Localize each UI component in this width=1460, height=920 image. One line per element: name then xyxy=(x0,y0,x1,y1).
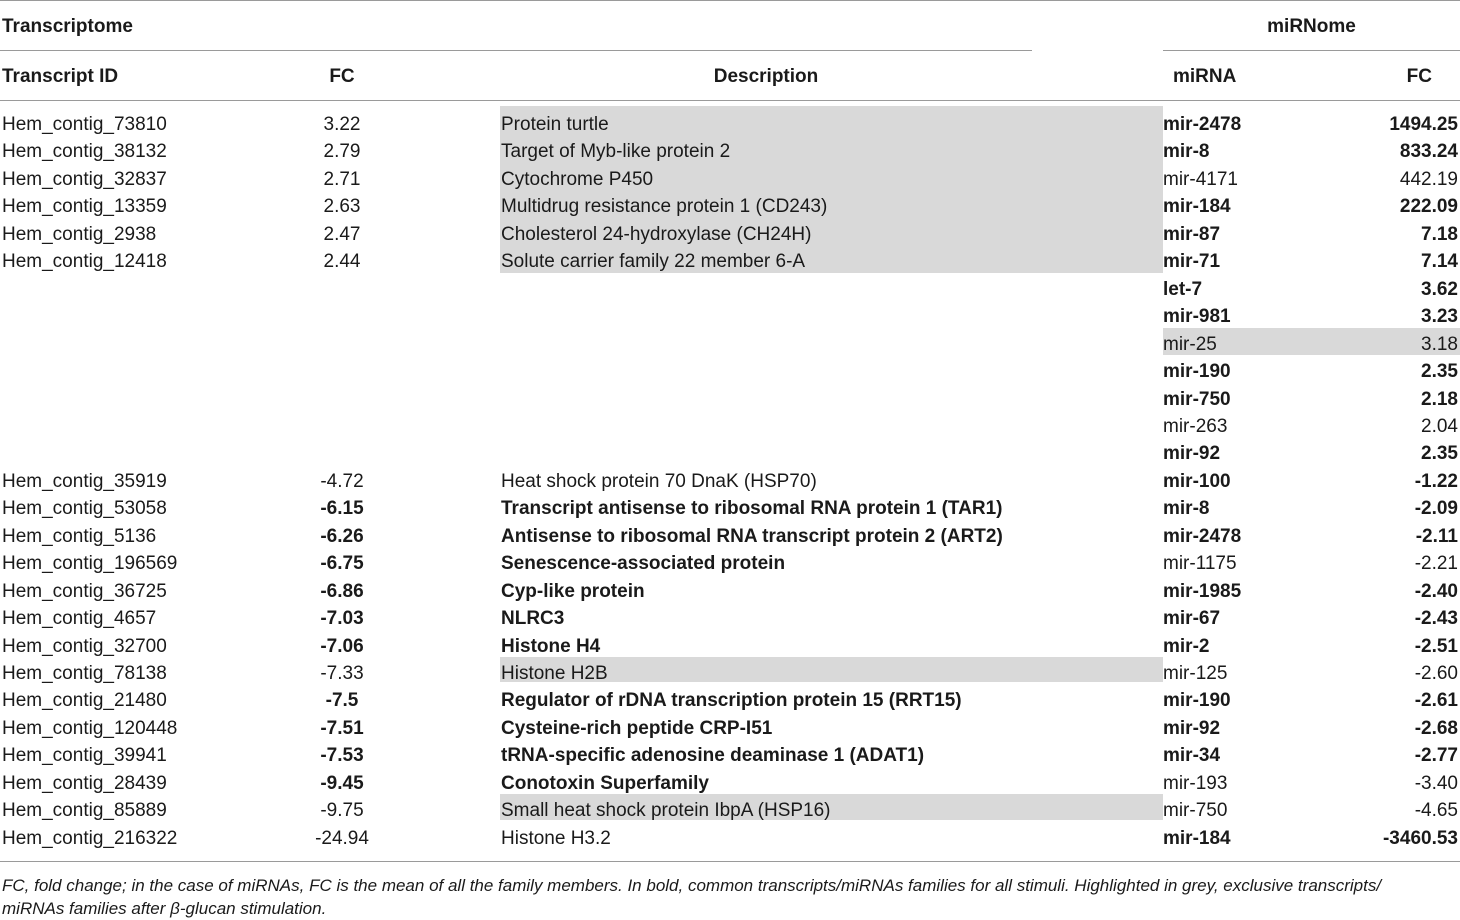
transcript-id-cell: Hem_contig_216322 xyxy=(2,827,178,849)
description-cell: Cholesterol 24-hydroxylase (CH24H) xyxy=(501,223,812,245)
top-rule xyxy=(0,0,1460,1)
mirna-fc-cell: 3.23 xyxy=(1421,306,1458,328)
mirna-fc-cell: -2.21 xyxy=(1414,553,1458,575)
mirna-cell: let-7 xyxy=(1163,278,1203,300)
mirna-fc-cell: -2.43 xyxy=(1414,608,1458,630)
description-cell: Histone H3.2 xyxy=(501,827,611,849)
transcript-id-cell: Hem_contig_85889 xyxy=(2,800,167,822)
transcript-id-cell: Hem_contig_39941 xyxy=(2,745,167,767)
mirna-fc-cell: -2.09 xyxy=(1414,498,1458,520)
mirna-fc-cell: 3.62 xyxy=(1421,278,1458,300)
mirna-fc-cell: 7.18 xyxy=(1421,223,1458,245)
transcript-fc-cell: -7.5 xyxy=(325,690,359,712)
mirnome-header: miRNome xyxy=(1267,16,1356,37)
transcript-id-cell: Hem_contig_12418 xyxy=(2,251,167,273)
description-cell: Target of Myb-like protein 2 xyxy=(501,141,731,163)
col-header-fc-transcript: FC xyxy=(329,66,355,87)
description-cell: Protein turtle xyxy=(501,114,609,135)
description-cell: Heat shock protein 70 DnaK (HSP70) xyxy=(501,470,817,492)
mirna-cell: mir-1175 xyxy=(1163,553,1237,575)
transcript-fc-cell: 3.22 xyxy=(323,114,361,135)
header-bottom-rule xyxy=(0,100,1460,101)
transcript-fc-cell: -7.53 xyxy=(320,745,364,767)
transcript-fc-cell: -6.86 xyxy=(320,580,364,602)
mirna-cell: mir-71 xyxy=(1163,251,1221,273)
mirna-fc-cell: 3.18 xyxy=(1421,333,1458,355)
mirna-cell: mir-184 xyxy=(1163,196,1231,218)
transcript-id-cell: Hem_contig_28439 xyxy=(2,772,167,794)
mirna-fc-cell: -2.11 xyxy=(1415,525,1458,547)
transcript-id-cell: Hem_contig_53058 xyxy=(2,498,167,520)
description-cell: Senescence-associated protein xyxy=(501,553,786,575)
mirna-fc-cell: 833.24 xyxy=(1399,141,1458,163)
transcript-id-cell: Hem_contig_73810 xyxy=(2,114,167,135)
mirna-fc-cell: -1.22 xyxy=(1414,470,1458,492)
transcript-id-cell: Hem_contig_35919 xyxy=(2,470,167,492)
transcript-fc-cell: 2.47 xyxy=(323,223,361,245)
mirna-fc-cell: 2.35 xyxy=(1421,443,1458,465)
footnote-line-1: FC, fold change; in the case of miRNAs, FC is the mean of all the family members. In bold, common transcripts/miRNAs families for all stimuli. Highlighted in grey, exclusive transcripts/ xyxy=(2,876,1382,895)
mirna-cell: mir-34 xyxy=(1163,745,1221,767)
description-cell: Multidrug resistance protein 1 (CD243) xyxy=(501,196,828,218)
transcript-id-cell: Hem_contig_120448 xyxy=(2,717,178,739)
transcript-id-cell: Hem_contig_38132 xyxy=(2,141,167,163)
transcript-id-cell: Hem_contig_21480 xyxy=(2,690,167,712)
mirna-cell: mir-87 xyxy=(1163,223,1221,245)
description-cell: Regulator of rDNA transcription protein 15 (RRT15) xyxy=(501,690,962,712)
transcript-fc-cell: 2.79 xyxy=(323,141,361,163)
mirna-fc-cell: 2.04 xyxy=(1421,415,1458,437)
mirna-fc-cell: 2.35 xyxy=(1421,361,1458,383)
mirna-cell: mir-2478 xyxy=(1163,525,1242,547)
mirna-cell: mir-2 xyxy=(1163,635,1210,657)
transcript-id-cell: Hem_contig_32837 xyxy=(2,168,167,190)
mirna-cell: mir-263 xyxy=(1163,415,1228,437)
transcript-id-cell: Hem_contig_5136 xyxy=(2,525,157,547)
transcript-id-cell: Hem_contig_32700 xyxy=(2,635,167,657)
description-cell: Histone H2B xyxy=(501,663,608,684)
transcript-fc-cell: 2.71 xyxy=(323,168,361,190)
transcript-id-cell: Hem_contig_4657 xyxy=(2,608,157,630)
transcript-id-cell: Hem_contig_36725 xyxy=(2,580,167,602)
transcriptome-group-rule xyxy=(0,50,1032,51)
mirna-fc-cell: 222.09 xyxy=(1399,196,1458,218)
description-cell: Cyp-like protein xyxy=(501,580,645,602)
mirna-cell: mir-750 xyxy=(1163,388,1231,410)
transcript-fc-cell: -24.94 xyxy=(315,827,369,849)
mirna-fc-cell: -4.65 xyxy=(1414,800,1458,822)
mirna-cell: mir-4171 xyxy=(1163,168,1238,190)
transcript-id-cell: Hem_contig_2938 xyxy=(2,223,157,245)
mirnome-group-rule xyxy=(1163,50,1460,51)
mirna-cell: mir-193 xyxy=(1163,772,1228,794)
col-header-fc-mirna: FC xyxy=(1406,66,1432,87)
description-cell: NLRC3 xyxy=(501,608,565,630)
transcriptome-header: Transcriptome xyxy=(2,16,133,37)
description-cell: Cysteine-rich peptide CRP-I51 xyxy=(501,717,773,739)
description-cell: Antisense to ribosomal RNA transcript protein 2 (ART2) xyxy=(501,525,1003,547)
description-cell: Histone H4 xyxy=(501,635,601,657)
transcript-fc-cell: -7.33 xyxy=(320,663,364,684)
mirna-fc-cell: -2.40 xyxy=(1414,580,1458,602)
mirna-fc-cell: -2.60 xyxy=(1414,663,1458,684)
mirna-fc-cell: -2.77 xyxy=(1414,745,1458,767)
transcript-fc-cell: -4.72 xyxy=(320,470,364,492)
transcript-fc-cell: -7.51 xyxy=(320,717,364,739)
description-cell: tRNA-specific adenosine deaminase 1 (ADAT1) xyxy=(501,745,925,767)
transcript-fc-cell: -7.03 xyxy=(320,608,364,630)
table-bottom-rule xyxy=(0,861,1460,862)
transcript-fc-cell: 2.63 xyxy=(323,196,361,218)
col-header-mirna: miRNA xyxy=(1173,66,1237,87)
mirna-cell: mir-981 xyxy=(1163,306,1231,328)
mirna-fc-cell: -3.40 xyxy=(1414,772,1458,794)
mirna-fc-cell: 1494.25 xyxy=(1389,114,1458,135)
mirna-cell: mir-190 xyxy=(1163,690,1231,712)
mirna-cell: mir-2478 xyxy=(1163,114,1242,135)
description-cell: Solute carrier family 22 member 6-A xyxy=(501,251,806,273)
mirna-cell: mir-25 xyxy=(1163,333,1217,355)
description-cell: Transcript antisense to ribosomal RNA protein 1 (TAR1) xyxy=(501,498,1003,520)
mirna-cell: mir-100 xyxy=(1163,470,1231,492)
transcript-fc-cell: -9.75 xyxy=(320,800,364,822)
transcript-id-cell: Hem_contig_196569 xyxy=(2,553,178,575)
mirna-fc-cell: 442.19 xyxy=(1399,168,1458,190)
mirna-cell: mir-8 xyxy=(1163,498,1210,520)
col-header-transcript-id: Transcript ID xyxy=(2,66,119,87)
mirna-fc-cell: -2.51 xyxy=(1414,635,1458,657)
mirna-cell: mir-92 xyxy=(1163,443,1221,465)
mirna-fc-cell: 2.18 xyxy=(1421,388,1458,410)
transcript-id-cell: Hem_contig_78138 xyxy=(2,663,167,684)
mirna-cell: mir-8 xyxy=(1163,141,1210,163)
transcript-fc-cell: -6.26 xyxy=(320,525,364,547)
description-cell: Small heat shock protein IbpA (HSP16) xyxy=(501,800,831,822)
mirna-cell: mir-1985 xyxy=(1163,580,1242,602)
mirna-fc-cell: -3460.53 xyxy=(1382,827,1458,849)
transcript-fc-cell: -7.06 xyxy=(320,635,364,657)
transcript-fc-cell: 2.44 xyxy=(323,251,361,273)
mirna-cell: mir-125 xyxy=(1163,663,1228,684)
transcript-fc-cell: -6.75 xyxy=(320,553,364,575)
mirna-fc-cell: -2.68 xyxy=(1414,717,1458,739)
transcript-fc-cell: -6.15 xyxy=(320,498,364,520)
transcript-id-cell: Hem_contig_13359 xyxy=(2,196,167,218)
mirna-fc-cell: 7.14 xyxy=(1421,251,1458,273)
mirna-cell: mir-92 xyxy=(1163,717,1221,739)
mirna-fc-cell: -2.61 xyxy=(1414,690,1458,712)
footnote-line-2: miRNAs families after β-glucan stimulation. xyxy=(2,899,327,918)
mirna-cell: mir-184 xyxy=(1163,827,1231,849)
col-header-description: Description xyxy=(713,66,819,87)
description-cell: Cytochrome P450 xyxy=(501,168,654,190)
mirna-cell: mir-67 xyxy=(1163,608,1221,630)
transcript-fc-cell: -9.45 xyxy=(320,772,364,794)
description-cell: Conotoxin Superfamily xyxy=(501,772,709,794)
mirna-cell: mir-750 xyxy=(1163,800,1228,822)
mirna-cell: mir-190 xyxy=(1163,361,1231,383)
